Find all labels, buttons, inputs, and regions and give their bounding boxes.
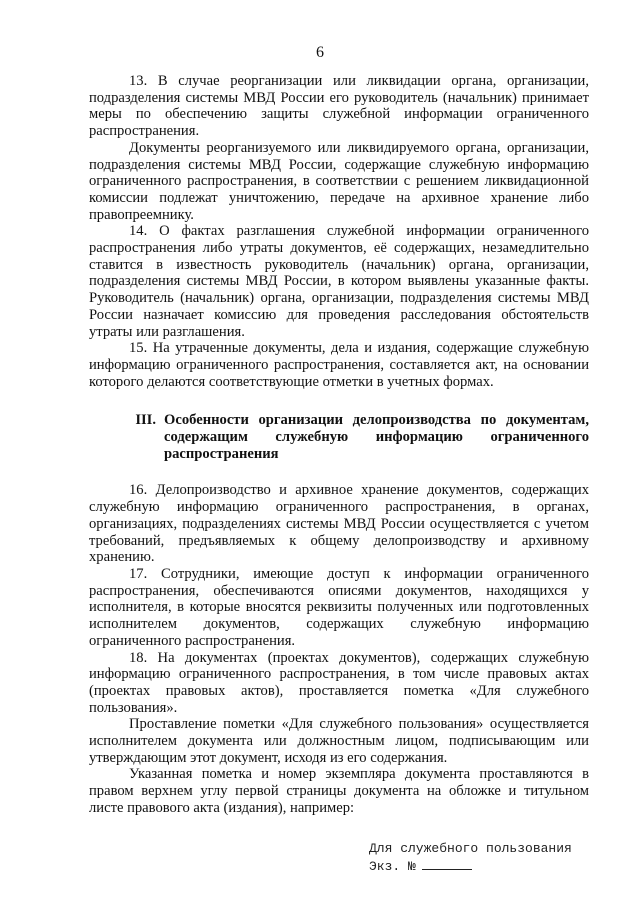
paragraph-15: 15. На утраченные документы, дела и издания, содержащие служебную информацию ограниченного распространения, составляется акт, на основании которого делаются соответствующие отметки в учетных формах. xyxy=(89,340,589,390)
stamp-line-1: Для служебного пользования xyxy=(369,840,572,856)
document-body xyxy=(89,73,589,875)
page-number: 6 xyxy=(316,44,324,61)
paragraph-14: 14. О фактах разглашения служебной информации ограниченного распространения либо утраты документов, её содержащих, незамедлительно ставится в известность руководитель (начальник) органа, организации, подразделения системы МВД России, в котором выявлены указанные факты. Руководитель (начальник) органа, организации, подразделения системы МВД России назначает комиссию для проведения расследования обстоятельств утраты или разглашения. xyxy=(89,223,589,340)
stamp-line-2 xyxy=(369,857,589,875)
section-heading xyxy=(89,412,589,462)
paragraph-18: 18. На документах (проектах документов), содержащих служебную информацию ограниченного распространения, в том числе правовых актах (проектах правовых актов), проставляется пометка «Для служебного пользования». xyxy=(89,649,589,716)
paragraph-17: 17. Сотрудники, имеющие доступ к информации ограниченного распространения, обеспечиваются описями документов, находящихся у исполнителя, в которые вносятся реквизиты полученных или подготовленных исполнителем документов, содержащих служебную информацию ограниченного распространения. xyxy=(89,565,589,649)
paragraph-18-marking: Проставление пометки «Для служебного пользования» осуществляется исполнителем документа или должностным лицом, подписывающим или утверждающим этот документ, исходя из его содержания. xyxy=(89,716,589,766)
section-title: Особенности организации делопроизводства по документам, содержащим служебную информацию ограниченного распространения xyxy=(164,412,589,462)
paragraph-13-continued: Документы реорганизуемого или ликвидируемого органа, организации, подразделения системы МВД России, содержащие служебную информацию ограниченного распространения, в соответствии с решением ликвидационной комиссии подлежат уничтожению, передаче на архивное хранение либо правопреемнику. xyxy=(89,139,589,223)
copy-number-blank xyxy=(422,857,472,870)
restricted-use-stamp xyxy=(369,841,589,875)
paragraph-13: 13. В случае реорганизации или ликвидации органа, организации, подразделения системы МВД России его руководитель (начальник) принимает меры по обеспечению защиты служебной информации ограниченного распространения. xyxy=(89,73,589,140)
paragraph-16: 16. Делопроизводство и архивное хранение документов, содержащих служебную информацию ограниченного распространения, в органах, организациях, подразделениях системы МВД России осуществляется с учетом требований, предъявляемых к общему делопроизводству и архивному хранению. xyxy=(89,482,589,566)
section-number: III. xyxy=(135,412,156,429)
copy-number-label: Экз. № xyxy=(369,858,416,874)
paragraph-18-placement: Указанная пометка и номер экземпляра документа проставляются в правом верхнем углу первой страницы документа на обложке и титульном листе правового акта (издания), например: xyxy=(89,766,589,816)
